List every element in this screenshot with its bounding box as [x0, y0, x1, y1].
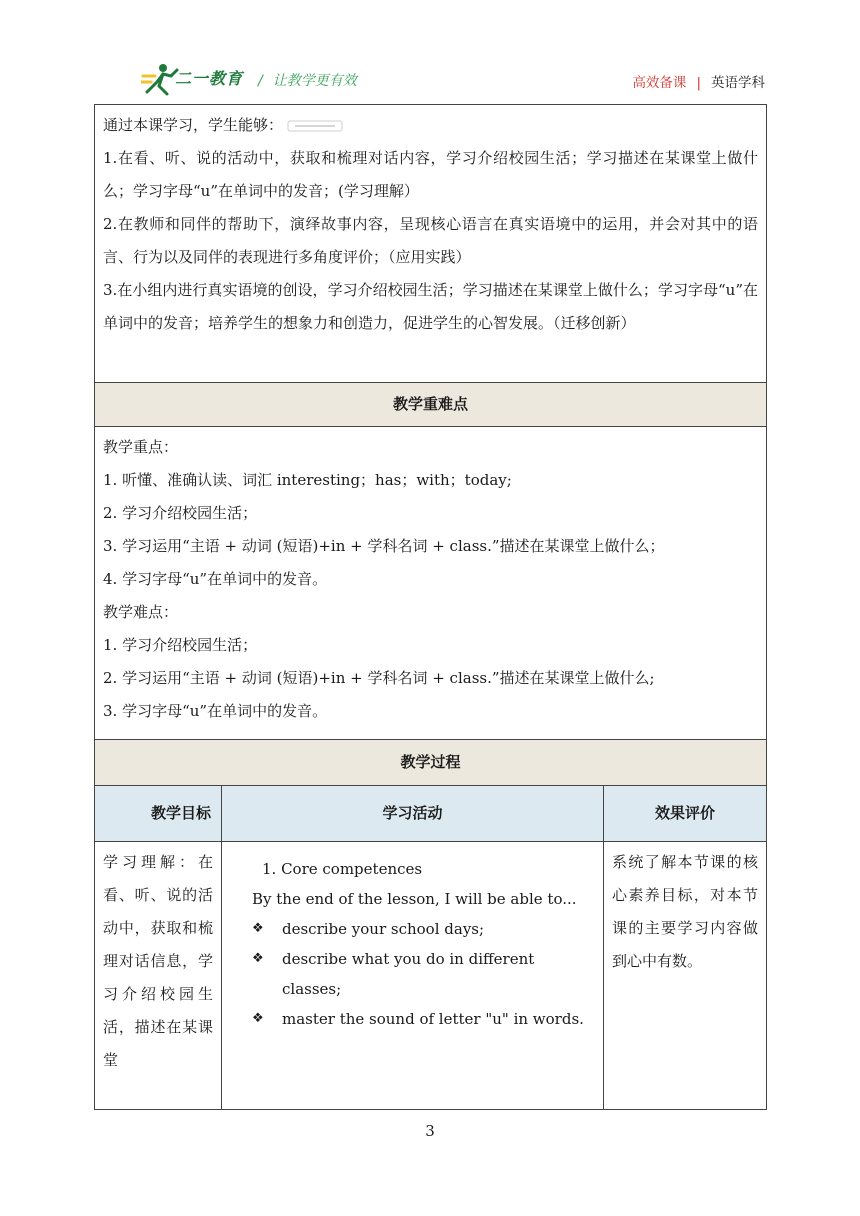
objective-3: 3.在小组内进行真实语境的创设，学习介绍校园生活；学习描述在某课堂上做什么；学习字母“u”在单词中的发音；培养学生的想象力和创造力，促进学生的心智发展。（迁移创新） [103, 281, 759, 332]
difficult-point-2: 2. 学习运用“主语 + 动词 (短语)+in + 学科名词 + class.”描述在某课堂上做什么; [103, 669, 655, 687]
header-right [632, 71, 765, 91]
header-subject: 英语学科 [711, 75, 765, 91]
goal-cell: 学习理解：在看、听、说的活动中，获取和梳理对话信息，学习介绍校园生活，描述在某课堂 [95, 842, 222, 1110]
objective-2: 2.在教师和同伴的帮助下，演绎故事内容，呈现核心语言在真实语境中的运用，并会对其中的语言、行为以及同伴的表现进行多角度评价；（应用实践） [103, 215, 759, 266]
objective-1: 1.在看、听、说的活动中，获取和梳理对话内容，学习介绍校园生活；学习描述在某课堂上做什么；学习字母“u”在单词中的发音；(学习理解） [103, 149, 759, 200]
activity-cell [222, 842, 604, 1110]
slogan-text: 让教学更有效 [272, 73, 357, 89]
activity-bullet: ❖ describe what you do in different classes; [252, 944, 587, 1004]
key-points-row [95, 427, 767, 740]
column-header-evaluation: 效果评价 [604, 786, 767, 842]
watermark-stamp-icon [287, 119, 343, 133]
activity-title: 1. Core competences [262, 860, 423, 878]
process-column-headers [95, 786, 767, 842]
process-title: 教学过程 [95, 740, 767, 786]
header-separator: | [696, 75, 701, 91]
key-point-3: 3. 学习运用“主语 + 动词 (短语)+in + 学科名词 + class.”描述在某课堂上做什么； [103, 537, 665, 555]
objectives-intro: 通过本课学习，学生能够： [103, 109, 758, 142]
page-header [0, 0, 860, 104]
objectives-cell [95, 105, 767, 383]
difficult-points-label: 教学难点： [103, 603, 179, 621]
objectives-row [95, 105, 767, 383]
key-points-cell [95, 427, 767, 740]
key-points-title: 教学重难点 [95, 383, 767, 427]
activity-bullet: ❖ master the sound of letter "u" in words. [252, 1004, 587, 1034]
evaluation-cell: 系统了解本节课的核心素养目标，对本节课的主要学习内容做到心中有数。 [604, 842, 767, 1110]
difficult-point-1: 1. 学习介绍校园生活； [103, 636, 258, 654]
key-points-label: 教学重点： [103, 438, 179, 456]
difficult-point-3: 3. 学习字母“u”在单词中的发音。 [103, 702, 328, 720]
key-point-2: 2. 学习介绍校园生活； [103, 504, 258, 522]
process-row [95, 842, 767, 1110]
header-slogan: / 让教学更有效 [258, 73, 357, 89]
activity-bullet: ❖ describe your school days; [252, 914, 587, 944]
key-point-4: 4. 学习字母“u”在单词中的发音。 [103, 570, 328, 588]
key-point-1: 1. 听懂、准确认读、词汇 interesting；has；with；today; [103, 471, 512, 489]
column-header-activity: 学习活动 [222, 786, 604, 842]
logo-text: 二一教育 [175, 69, 244, 88]
activity-intro: By the end of the lesson, I will be able to... [252, 890, 577, 908]
column-header-goal: 教学目标 [95, 786, 222, 842]
process-header-row [95, 740, 767, 786]
page-number: 3 [425, 1122, 435, 1140]
key-points-header-row [95, 383, 767, 427]
header-accent: 高效备课 [632, 75, 687, 91]
lesson-plan-table [94, 104, 766, 1110]
